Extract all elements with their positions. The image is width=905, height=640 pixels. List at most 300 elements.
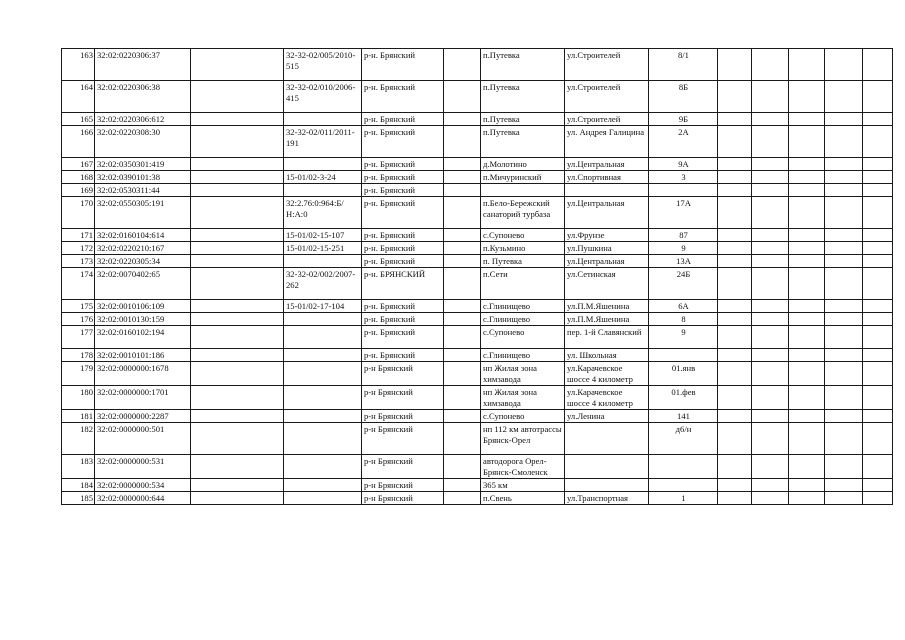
empty-cell — [825, 229, 863, 242]
empty-cell — [789, 158, 825, 171]
empty-cell — [752, 113, 789, 126]
cadastral-number-cell: 32:02:0550305:191 — [95, 197, 191, 229]
cadastral-number-cell: 32:02:0000000:2287 — [95, 410, 191, 423]
cadastral-number-cell: 32:02:0000000:1678 — [95, 362, 191, 386]
empty-cell — [789, 229, 825, 242]
registration-number-cell: 15-01/02-15-251 — [284, 242, 362, 255]
empty-cell — [863, 184, 893, 197]
empty-cell — [789, 81, 825, 113]
registration-number-cell — [284, 410, 362, 423]
empty-cell — [789, 423, 825, 455]
empty-cell — [718, 349, 752, 362]
empty-cell — [825, 113, 863, 126]
settlement-cell: с.Глинищево — [481, 300, 565, 313]
row-number-cell: 164 — [62, 81, 95, 113]
settlement-cell: нп Жилая зона химзавода — [481, 362, 565, 386]
row-number-cell: 178 — [62, 349, 95, 362]
row-number-cell: 183 — [62, 455, 95, 479]
empty-cell — [191, 386, 284, 410]
table-row — [62, 229, 893, 242]
empty-cell — [191, 49, 284, 81]
registration-number-cell — [284, 479, 362, 492]
empty-cell — [789, 184, 825, 197]
house-number-cell: 2А — [649, 126, 718, 158]
empty-cell — [789, 479, 825, 492]
registration-number-cell — [284, 113, 362, 126]
table-row — [62, 184, 893, 197]
settlement-cell: п.Путевка — [481, 49, 565, 81]
district-cell: р-н. Брянский — [362, 313, 444, 326]
district-cell: р-н. Брянский — [362, 184, 444, 197]
empty-cell — [718, 81, 752, 113]
empty-cell — [825, 184, 863, 197]
empty-cell — [191, 300, 284, 313]
district-cell: р-н Брянский — [362, 479, 444, 492]
empty-cell — [863, 242, 893, 255]
empty-cell — [825, 313, 863, 326]
street-cell: ул. Школьная — [565, 349, 649, 362]
settlement-cell: с.Глинищево — [481, 313, 565, 326]
empty-cell — [718, 255, 752, 268]
registration-number-cell — [284, 158, 362, 171]
cadastral-number-cell: 32:02:0000000:531 — [95, 455, 191, 479]
empty-cell — [444, 81, 481, 113]
house-number-cell: 8/1 — [649, 49, 718, 81]
row-number-cell: 184 — [62, 479, 95, 492]
cadastral-number-cell: 32:02:0220306:38 — [95, 81, 191, 113]
empty-cell — [444, 158, 481, 171]
table-row — [62, 268, 893, 300]
street-cell: ул.Карачевское шоссе 4 километр — [565, 386, 649, 410]
empty-cell — [863, 423, 893, 455]
cadastral-number-cell: 32:02:0530311:44 — [95, 184, 191, 197]
empty-cell — [825, 386, 863, 410]
empty-cell — [718, 326, 752, 349]
registration-number-cell: 32:2.76:0:964:Б/Н:А:0 — [284, 197, 362, 229]
empty-cell — [752, 229, 789, 242]
empty-cell — [718, 158, 752, 171]
empty-cell — [191, 479, 284, 492]
district-cell: р-н. БРЯНСКИЙ — [362, 268, 444, 300]
table-row — [62, 242, 893, 255]
empty-cell — [825, 423, 863, 455]
registration-number-cell — [284, 349, 362, 362]
district-cell: р-н. Брянский — [362, 326, 444, 349]
district-cell: р-н. Брянский — [362, 113, 444, 126]
house-number-cell: 24Б — [649, 268, 718, 300]
district-cell: р-н. Брянский — [362, 255, 444, 268]
empty-cell — [444, 410, 481, 423]
table-row — [62, 171, 893, 184]
empty-cell — [825, 171, 863, 184]
empty-cell — [863, 479, 893, 492]
settlement-cell: п.Путевка — [481, 126, 565, 158]
empty-cell — [789, 386, 825, 410]
empty-cell — [444, 479, 481, 492]
row-number-cell: 181 — [62, 410, 95, 423]
registration-number-cell: 32-32-02/010/2006-415 — [284, 81, 362, 113]
district-cell: р-н. Брянский — [362, 229, 444, 242]
settlement-cell: п. Путевка — [481, 255, 565, 268]
registration-number-cell — [284, 386, 362, 410]
empty-cell — [825, 479, 863, 492]
empty-cell — [752, 81, 789, 113]
settlement-cell: с.Супонево — [481, 326, 565, 349]
street-cell — [565, 455, 649, 479]
empty-cell — [444, 492, 481, 505]
empty-cell — [191, 362, 284, 386]
row-number-cell: 173 — [62, 255, 95, 268]
cadastral-number-cell: 32:02:0160102:194 — [95, 326, 191, 349]
street-cell: ул. Андрея Галицина — [565, 126, 649, 158]
district-cell: р-н. Брянский — [362, 300, 444, 313]
empty-cell — [863, 386, 893, 410]
street-cell: ул.Центральная — [565, 158, 649, 171]
table-row — [62, 197, 893, 229]
registration-number-cell: 32-32-02/011/2011-191 — [284, 126, 362, 158]
empty-cell — [191, 268, 284, 300]
empty-cell — [718, 268, 752, 300]
empty-cell — [191, 326, 284, 349]
empty-cell — [444, 268, 481, 300]
empty-cell — [789, 242, 825, 255]
row-number-cell: 177 — [62, 326, 95, 349]
table-row — [62, 492, 893, 505]
empty-cell — [863, 197, 893, 229]
empty-cell — [752, 492, 789, 505]
cadastral-number-cell: 32:02:0390101:38 — [95, 171, 191, 184]
house-number-cell: 8Б — [649, 81, 718, 113]
registration-number-cell — [284, 455, 362, 479]
registration-number-cell — [284, 492, 362, 505]
street-cell — [565, 423, 649, 455]
empty-cell — [825, 81, 863, 113]
row-number-cell: 180 — [62, 386, 95, 410]
empty-cell — [863, 410, 893, 423]
empty-cell — [191, 455, 284, 479]
empty-cell — [752, 349, 789, 362]
empty-cell — [789, 300, 825, 313]
empty-cell — [191, 313, 284, 326]
row-number-cell: 179 — [62, 362, 95, 386]
street-cell: ул.Спортивная — [565, 171, 649, 184]
house-number-cell: 9 — [649, 242, 718, 255]
empty-cell — [752, 171, 789, 184]
empty-cell — [789, 171, 825, 184]
registration-number-cell: 15-01/02-15-107 — [284, 229, 362, 242]
empty-cell — [444, 255, 481, 268]
empty-cell — [825, 126, 863, 158]
street-cell: ул.Пушкина — [565, 242, 649, 255]
empty-cell — [825, 268, 863, 300]
table-row — [62, 81, 893, 113]
house-number-cell: 1 — [649, 492, 718, 505]
house-number-cell: 3 — [649, 171, 718, 184]
empty-cell — [444, 326, 481, 349]
house-number-cell — [649, 349, 718, 362]
empty-cell — [191, 184, 284, 197]
settlement-cell: с.Супонево — [481, 410, 565, 423]
empty-cell — [863, 362, 893, 386]
property-register-table — [61, 48, 893, 505]
empty-cell — [752, 126, 789, 158]
empty-cell — [825, 242, 863, 255]
empty-cell — [718, 300, 752, 313]
house-number-cell: 17А — [649, 197, 718, 229]
empty-cell — [752, 410, 789, 423]
empty-cell — [752, 49, 789, 81]
empty-cell — [863, 113, 893, 126]
empty-cell — [444, 229, 481, 242]
empty-cell — [444, 242, 481, 255]
street-cell: ул.Центральная — [565, 255, 649, 268]
empty-cell — [863, 171, 893, 184]
district-cell: р-н Брянский — [362, 410, 444, 423]
row-number-cell: 182 — [62, 423, 95, 455]
empty-cell — [863, 229, 893, 242]
settlement-cell: п.Путевка — [481, 113, 565, 126]
settlement-cell: 365 км — [481, 479, 565, 492]
empty-cell — [444, 49, 481, 81]
empty-cell — [825, 410, 863, 423]
empty-cell — [444, 300, 481, 313]
district-cell: р-н. Брянский — [362, 197, 444, 229]
table-row — [62, 479, 893, 492]
empty-cell — [825, 49, 863, 81]
row-number-cell: 175 — [62, 300, 95, 313]
house-number-cell — [649, 184, 718, 197]
table-row — [62, 300, 893, 313]
street-cell: ул.Строителей — [565, 49, 649, 81]
registration-number-cell — [284, 423, 362, 455]
table-row — [62, 386, 893, 410]
empty-cell — [863, 349, 893, 362]
row-number-cell: 167 — [62, 158, 95, 171]
empty-cell — [863, 255, 893, 268]
registration-number-cell: 32-32-02/005/2010-515 — [284, 49, 362, 81]
cadastral-number-cell: 32:02:0010101:186 — [95, 349, 191, 362]
settlement-cell: п.Кузьмино — [481, 242, 565, 255]
empty-cell — [191, 349, 284, 362]
cadastral-number-cell: 32:02:0010106:109 — [95, 300, 191, 313]
empty-cell — [444, 423, 481, 455]
empty-cell — [444, 171, 481, 184]
cadastral-number-cell: 32:02:0350301:419 — [95, 158, 191, 171]
empty-cell — [863, 268, 893, 300]
table-row — [62, 126, 893, 158]
table-row — [62, 410, 893, 423]
empty-cell — [825, 492, 863, 505]
street-cell — [565, 479, 649, 492]
house-number-cell: 13А — [649, 255, 718, 268]
empty-cell — [789, 255, 825, 268]
district-cell: р-н. Брянский — [362, 81, 444, 113]
house-number-cell: д6/н — [649, 423, 718, 455]
empty-cell — [789, 313, 825, 326]
empty-cell — [444, 126, 481, 158]
empty-cell — [444, 349, 481, 362]
street-cell: ул.Строителей — [565, 81, 649, 113]
district-cell: р-н. Брянский — [362, 158, 444, 171]
registration-number-cell — [284, 255, 362, 268]
cadastral-number-cell: 32:02:0000000:1701 — [95, 386, 191, 410]
street-cell: ул.Центральная — [565, 197, 649, 229]
empty-cell — [718, 362, 752, 386]
empty-cell — [752, 423, 789, 455]
empty-cell — [863, 49, 893, 81]
house-number-cell: 8 — [649, 313, 718, 326]
empty-cell — [191, 423, 284, 455]
registration-number-cell — [284, 184, 362, 197]
table-row — [62, 49, 893, 81]
empty-cell — [718, 113, 752, 126]
street-cell: ул.Строителей — [565, 113, 649, 126]
empty-cell — [752, 158, 789, 171]
empty-cell — [752, 455, 789, 479]
cadastral-number-cell: 32:02:0220210:167 — [95, 242, 191, 255]
district-cell: р-н. Брянский — [362, 126, 444, 158]
empty-cell — [718, 455, 752, 479]
house-number-cell: 87 — [649, 229, 718, 242]
row-number-cell: 166 — [62, 126, 95, 158]
cadastral-number-cell: 32:02:0220306:37 — [95, 49, 191, 81]
district-cell: р-н Брянский — [362, 362, 444, 386]
registration-number-cell: 32-32-02/002/2007-262 — [284, 268, 362, 300]
table-row — [62, 455, 893, 479]
empty-cell — [789, 455, 825, 479]
district-cell: р-н. Брянский — [362, 49, 444, 81]
empty-cell — [752, 313, 789, 326]
cadastral-number-cell: 32:02:0000000:534 — [95, 479, 191, 492]
empty-cell — [789, 268, 825, 300]
empty-cell — [752, 479, 789, 492]
district-cell: р-н Брянский — [362, 423, 444, 455]
settlement-cell — [481, 184, 565, 197]
settlement-cell: п.Свень — [481, 492, 565, 505]
empty-cell — [825, 326, 863, 349]
table-row — [62, 158, 893, 171]
settlement-cell: нп Жилая зона химзавода — [481, 386, 565, 410]
settlement-cell: с.Супонево — [481, 229, 565, 242]
empty-cell — [718, 197, 752, 229]
cadastral-number-cell: 32:02:0010130:159 — [95, 313, 191, 326]
house-number-cell — [649, 479, 718, 492]
empty-cell — [718, 386, 752, 410]
row-number-cell: 174 — [62, 268, 95, 300]
empty-cell — [752, 326, 789, 349]
empty-cell — [191, 81, 284, 113]
registration-number-cell: 15-01/02-3-24 — [284, 171, 362, 184]
empty-cell — [718, 229, 752, 242]
table-row — [62, 255, 893, 268]
empty-cell — [825, 455, 863, 479]
empty-cell — [789, 492, 825, 505]
empty-cell — [191, 229, 284, 242]
empty-cell — [718, 184, 752, 197]
row-number-cell: 165 — [62, 113, 95, 126]
cadastral-number-cell: 32:02:0160104:614 — [95, 229, 191, 242]
street-cell: ул.Ленина — [565, 410, 649, 423]
empty-cell — [752, 268, 789, 300]
settlement-cell: п.Бело-Бережский санаторий турбаза — [481, 197, 565, 229]
empty-cell — [789, 410, 825, 423]
district-cell: р-н Брянский — [362, 455, 444, 479]
empty-cell — [825, 158, 863, 171]
street-cell: ул.П.М.Яшенина — [565, 300, 649, 313]
empty-cell — [825, 197, 863, 229]
street-cell: ул.Транспортная — [565, 492, 649, 505]
empty-cell — [444, 386, 481, 410]
empty-cell — [752, 362, 789, 386]
empty-cell — [444, 455, 481, 479]
empty-cell — [752, 184, 789, 197]
table-row — [62, 349, 893, 362]
street-cell: пер. 1-й Славянский — [565, 326, 649, 349]
settlement-cell: с.Глинищево — [481, 349, 565, 362]
empty-cell — [191, 126, 284, 158]
empty-cell — [789, 197, 825, 229]
empty-cell — [825, 300, 863, 313]
empty-cell — [191, 255, 284, 268]
empty-cell — [789, 362, 825, 386]
settlement-cell: п.Мичуринский — [481, 171, 565, 184]
cadastral-number-cell: 32:02:0000000:501 — [95, 423, 191, 455]
empty-cell — [444, 184, 481, 197]
empty-cell — [718, 492, 752, 505]
table-row — [62, 326, 893, 349]
empty-cell — [825, 362, 863, 386]
empty-cell — [718, 171, 752, 184]
cadastral-number-cell: 32:02:0070402:65 — [95, 268, 191, 300]
empty-cell — [718, 423, 752, 455]
empty-cell — [718, 410, 752, 423]
empty-cell — [444, 313, 481, 326]
empty-cell — [863, 126, 893, 158]
cadastral-number-cell: 32:02:0000000:644 — [95, 492, 191, 505]
empty-cell — [863, 81, 893, 113]
empty-cell — [825, 255, 863, 268]
house-number-cell: 6А — [649, 300, 718, 313]
empty-cell — [444, 113, 481, 126]
cadastral-number-cell: 32:02:0220306:612 — [95, 113, 191, 126]
row-number-cell: 176 — [62, 313, 95, 326]
settlement-cell: д.Молотино — [481, 158, 565, 171]
registration-number-cell: 15-01/02-17-104 — [284, 300, 362, 313]
table-row — [62, 113, 893, 126]
row-number-cell: 169 — [62, 184, 95, 197]
registration-number-cell — [284, 313, 362, 326]
empty-cell — [863, 326, 893, 349]
row-number-cell: 185 — [62, 492, 95, 505]
table-row — [62, 423, 893, 455]
empty-cell — [863, 158, 893, 171]
house-number-cell: 9А — [649, 158, 718, 171]
empty-cell — [718, 126, 752, 158]
house-number-cell: 01.фев — [649, 386, 718, 410]
registration-number-cell — [284, 362, 362, 386]
street-cell — [565, 184, 649, 197]
empty-cell — [444, 362, 481, 386]
house-number-cell: 01.янв — [649, 362, 718, 386]
empty-cell — [789, 126, 825, 158]
street-cell: ул.Карачевское шоссе 4 километр — [565, 362, 649, 386]
empty-cell — [863, 455, 893, 479]
empty-cell — [718, 242, 752, 255]
empty-cell — [444, 197, 481, 229]
empty-cell — [752, 386, 789, 410]
table-body — [62, 49, 893, 505]
registration-number-cell — [284, 326, 362, 349]
